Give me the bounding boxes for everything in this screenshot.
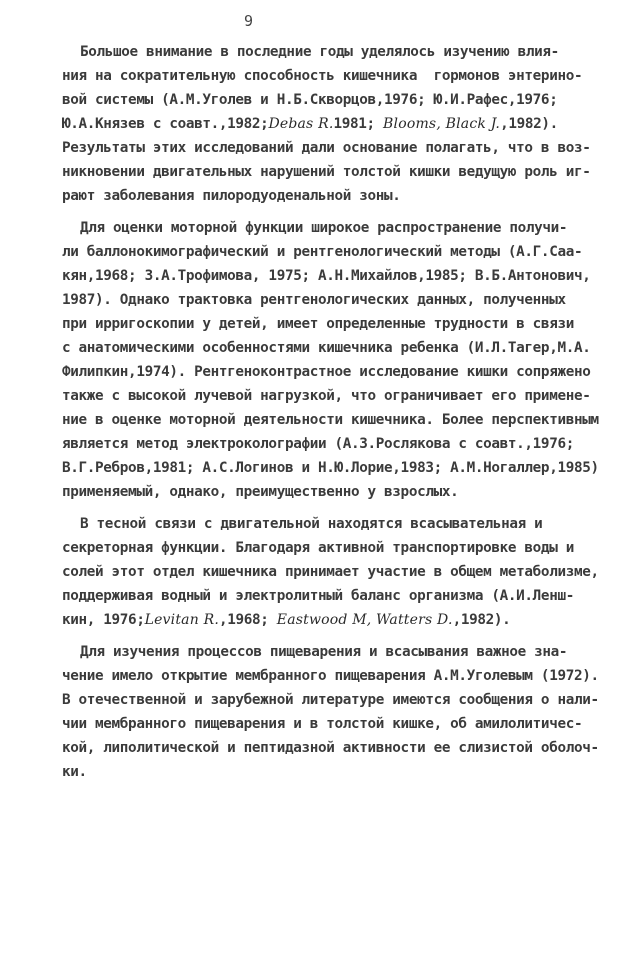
text-line: никновении двигательных нарушений толстой кишки ведущую роль иг- [62,164,591,180]
text-line: ния на сократительную способность кишечника гормонов энтерино- [62,68,583,84]
text-fragment: 1981; [333,116,384,132]
text-line-with-handwriting [62,608,592,632]
text-line: 1987). Однако трактовка рентгенологических данных, полученных [62,292,566,308]
text-line: Филипкин,1974). Рентгеноконтрастное исследование кишки сопряжено [62,364,591,380]
text-line: ли баллонокимографический и рентгенологический методы (А.Г.Саа- [62,244,583,260]
text-line: Результаты этих исследований дали основание полагать, что в воз- [62,140,591,156]
text-line: чии мембранного пищеварения и в толстой кишке, об амилолитичес- [62,716,583,732]
text-line: Большое внимание в последние годы уделялось изучению влия- [80,44,559,60]
text-fragment: кин, 1976; [62,612,145,628]
text-fragment: ,1968; [218,612,277,628]
text-line: В.Г.Ребров,1981; А.С.Логинов и Н.Ю.Лорие,1983; А.М.Ногаллер,1985) [62,460,599,476]
text-line: солей этот отдел кишечника принимает участие в общем метаболизме, [62,564,599,580]
handwritten-citation: Debas R. [268,116,334,132]
paragraph-3 [62,512,599,632]
page-number: 9 [244,12,254,30]
paragraph-2 [62,216,599,504]
text-fragment: Ю.А.Князев с соавт.,1982; [62,116,269,132]
text-line: также с высокой лучевой нагрузкой, что ограничивает его примене- [62,388,591,404]
text-line: с анатомическими особенностями кишечника ребенка (И.Л.Тагер,М.А. [62,340,591,356]
text-line: В отечественной и зарубежной литературе имеются сообщения о нали- [62,692,599,708]
text-line-with-handwriting [62,112,592,136]
text-line: является метод электроколографии (А.З.Рослякова с соавт.,1976; [62,436,574,452]
text-line: чение имело открытие мембранного пищеварения А.М.Уголевым (1972). [62,668,599,684]
text-line: кой, липолитической и пептидазной активности ее слизистой оболоч- [62,740,599,756]
handwritten-citation: Levitan R. [144,612,219,628]
text-line: Для оценки моторной функции широкое распространение получи- [80,220,568,236]
handwritten-citation: Eastwood M, Watters D. [276,612,453,628]
text-line: ние в оценке моторной деятельности кишечника. Более перспективным [62,412,599,428]
text-line: при ирригоскопии у детей, имеет определенные трудности в связи [62,316,574,332]
text-line: применяемый, однако, преимущественно у взрослых. [62,484,459,500]
text-line: вой системы (А.М.Уголев и Н.Б.Скворцов,1976; Ю.И.Рафес,1976; [62,92,558,108]
text-line: секреторная функции. Благодаря активной транспортировке воды и [62,540,574,556]
text-fragment: ,1982). [500,116,558,132]
text-line: рают заболевания пилородуоденальной зоны. [62,188,401,204]
text-line: кян,1968; З.А.Трофимова, 1975; А.Н.Михайлов,1985; В.Б.Антонович, [62,268,591,284]
text-line: ки. [62,764,87,780]
handwritten-citation: Blooms, Black J. [383,116,501,132]
text-line: поддерживая водный и электролитный баланс организма (А.И.Ленш- [62,588,574,604]
body-text [62,40,599,792]
paragraph-1 [62,40,592,208]
text-fragment: ,1982). [452,612,511,628]
paragraph-4 [62,640,599,784]
text-line: В тесной связи с двигательной находятся всасывательная и [80,516,543,532]
text-line: Для изучения процессов пищеварения и всасывания важное зна- [80,644,568,660]
